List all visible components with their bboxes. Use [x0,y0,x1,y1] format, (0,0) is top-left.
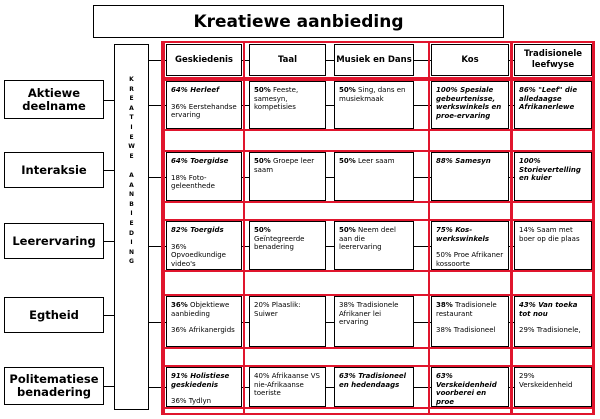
vertical-letter: B [129,200,134,208]
vertical-letter: N [128,248,135,256]
cell-secondary-text: 38% Tradisioneel [436,326,496,335]
cell-primary-text: 82% Toergids [171,226,224,234]
highlight-frame [161,41,594,79]
vertical-letter: I [130,210,133,218]
vertical-letter: R [129,85,134,93]
vertical-letter: E [129,95,134,103]
column-header: Geskiedenis [166,44,242,76]
highlight-frame [161,219,594,272]
cell-primary-text: 63% Tradisioneel en hedendaags [339,372,407,389]
cell-primary-text: 50% Groepe leer saam [254,157,315,174]
connector-line [104,100,114,101]
cell-primary-text: 36% Objektiewe aanbieding [171,301,230,318]
highlight-frame [161,79,594,131]
highlight-frame [161,150,594,203]
cell-secondary-text: 50% Proe Afrikaner kossoorte [436,251,504,268]
column-header: Tradisionele leefwyse [514,44,592,76]
cell-primary-text: 50% Geïntegreerde benadering [254,226,305,252]
cell-primary-text: 100% Spesiale gebeurtenisse, werkswinkels en proe-ervaring [436,86,502,120]
connector-line [104,170,114,171]
vertical-letter: A [129,181,134,189]
vertical-letter: T [129,114,134,122]
vertical-letter: K [129,76,134,83]
vertical-letter: E [129,133,134,141]
cell-primary-text: 63% Verskeidenheid voorberei en proe [436,372,497,406]
cell-primary-text: 38% Tradisionele Afrikaner lei ervaring [339,301,399,327]
cell-primary-text: 64% Toergidse [171,157,229,165]
vertical-letter: G [129,258,134,266]
vertical-letter: E [129,219,134,227]
vertical-letter: N [128,191,135,199]
column-header: Taal [249,44,326,76]
row-label: Aktiewe deelname [4,80,104,119]
cell-primary-text: 100% Storievertelling en kuier [519,157,581,183]
cell-primary-text: 64% Herleef [171,86,220,94]
connector-line [104,241,114,242]
vertical-letter: D [129,229,134,237]
diagram-title: Kreatiewe aanbieding [93,5,504,38]
cell-primary-text: 50% Leer saam [339,157,395,165]
cell-secondary-text: 18% Foto-geleenthede [171,173,215,191]
column-header: Kos [431,44,509,76]
cell-primary-text: 88% Samesyn [436,157,491,165]
cell-primary-text: 14% Saam met boer op die plaas [519,226,580,243]
cell-primary-text: 29% Verskeidenheid [519,372,573,389]
cell-secondary-text: 36% Opvoedkundige video's [171,242,226,268]
vertical-letter: A [129,104,134,112]
cell-primary-text: 38% Tradisionele restaurant [436,301,497,318]
column-header: Musiek en Dans [334,44,414,76]
cell-primary-text: 50% Feeste, samesyn, kompetisies [254,86,299,112]
cell-secondary-text: 29% Tradisionele, [519,326,581,335]
vertical-letter: W [128,143,135,151]
row-label: Interaksie [4,152,104,188]
row-label: Politematiese benadering [4,367,104,405]
cell-secondary-text: 36% Afrikanergids [171,326,235,335]
cell-secondary-text: 36% Eerstehandse ervaring [171,102,237,120]
vertical-letter: E [129,152,134,160]
cell-primary-text: 50% Neem deel aan die leerervaring [339,226,396,252]
vertical-label-kreatiewe-aanbieding [114,44,149,410]
highlight-frame [161,294,594,349]
connector-line [104,315,114,316]
cell-primary-text: 43% Van toeka tot nou [519,301,578,318]
vertical-letter: I [130,123,133,131]
cell-primary-text: 50% Sing, dans en musiekmaak [339,86,406,103]
cell-primary-text: 75% Kos-werkswinkels [436,226,490,243]
row-label: Leerervaring [4,223,104,259]
vertical-letter: I [130,239,133,247]
cell-primary-text: 40% Afrikaanse VS nie-Afrikaanse toeriste [254,372,320,398]
vertical-letter: A [129,171,134,179]
cell-primary-text: 20% Plaaslik: Suiwer [254,301,301,318]
cell-primary-text: 86% "Leef" die alledaagse Afrikanerlewe [519,86,578,112]
connector-line [104,386,114,387]
cell-secondary-text: 36% Tydlyn [171,397,212,406]
row-label: Egtheid [4,297,104,333]
highlight-frame [161,365,594,409]
cell-primary-text: 91% Holistiese geskiedenis [171,372,230,389]
